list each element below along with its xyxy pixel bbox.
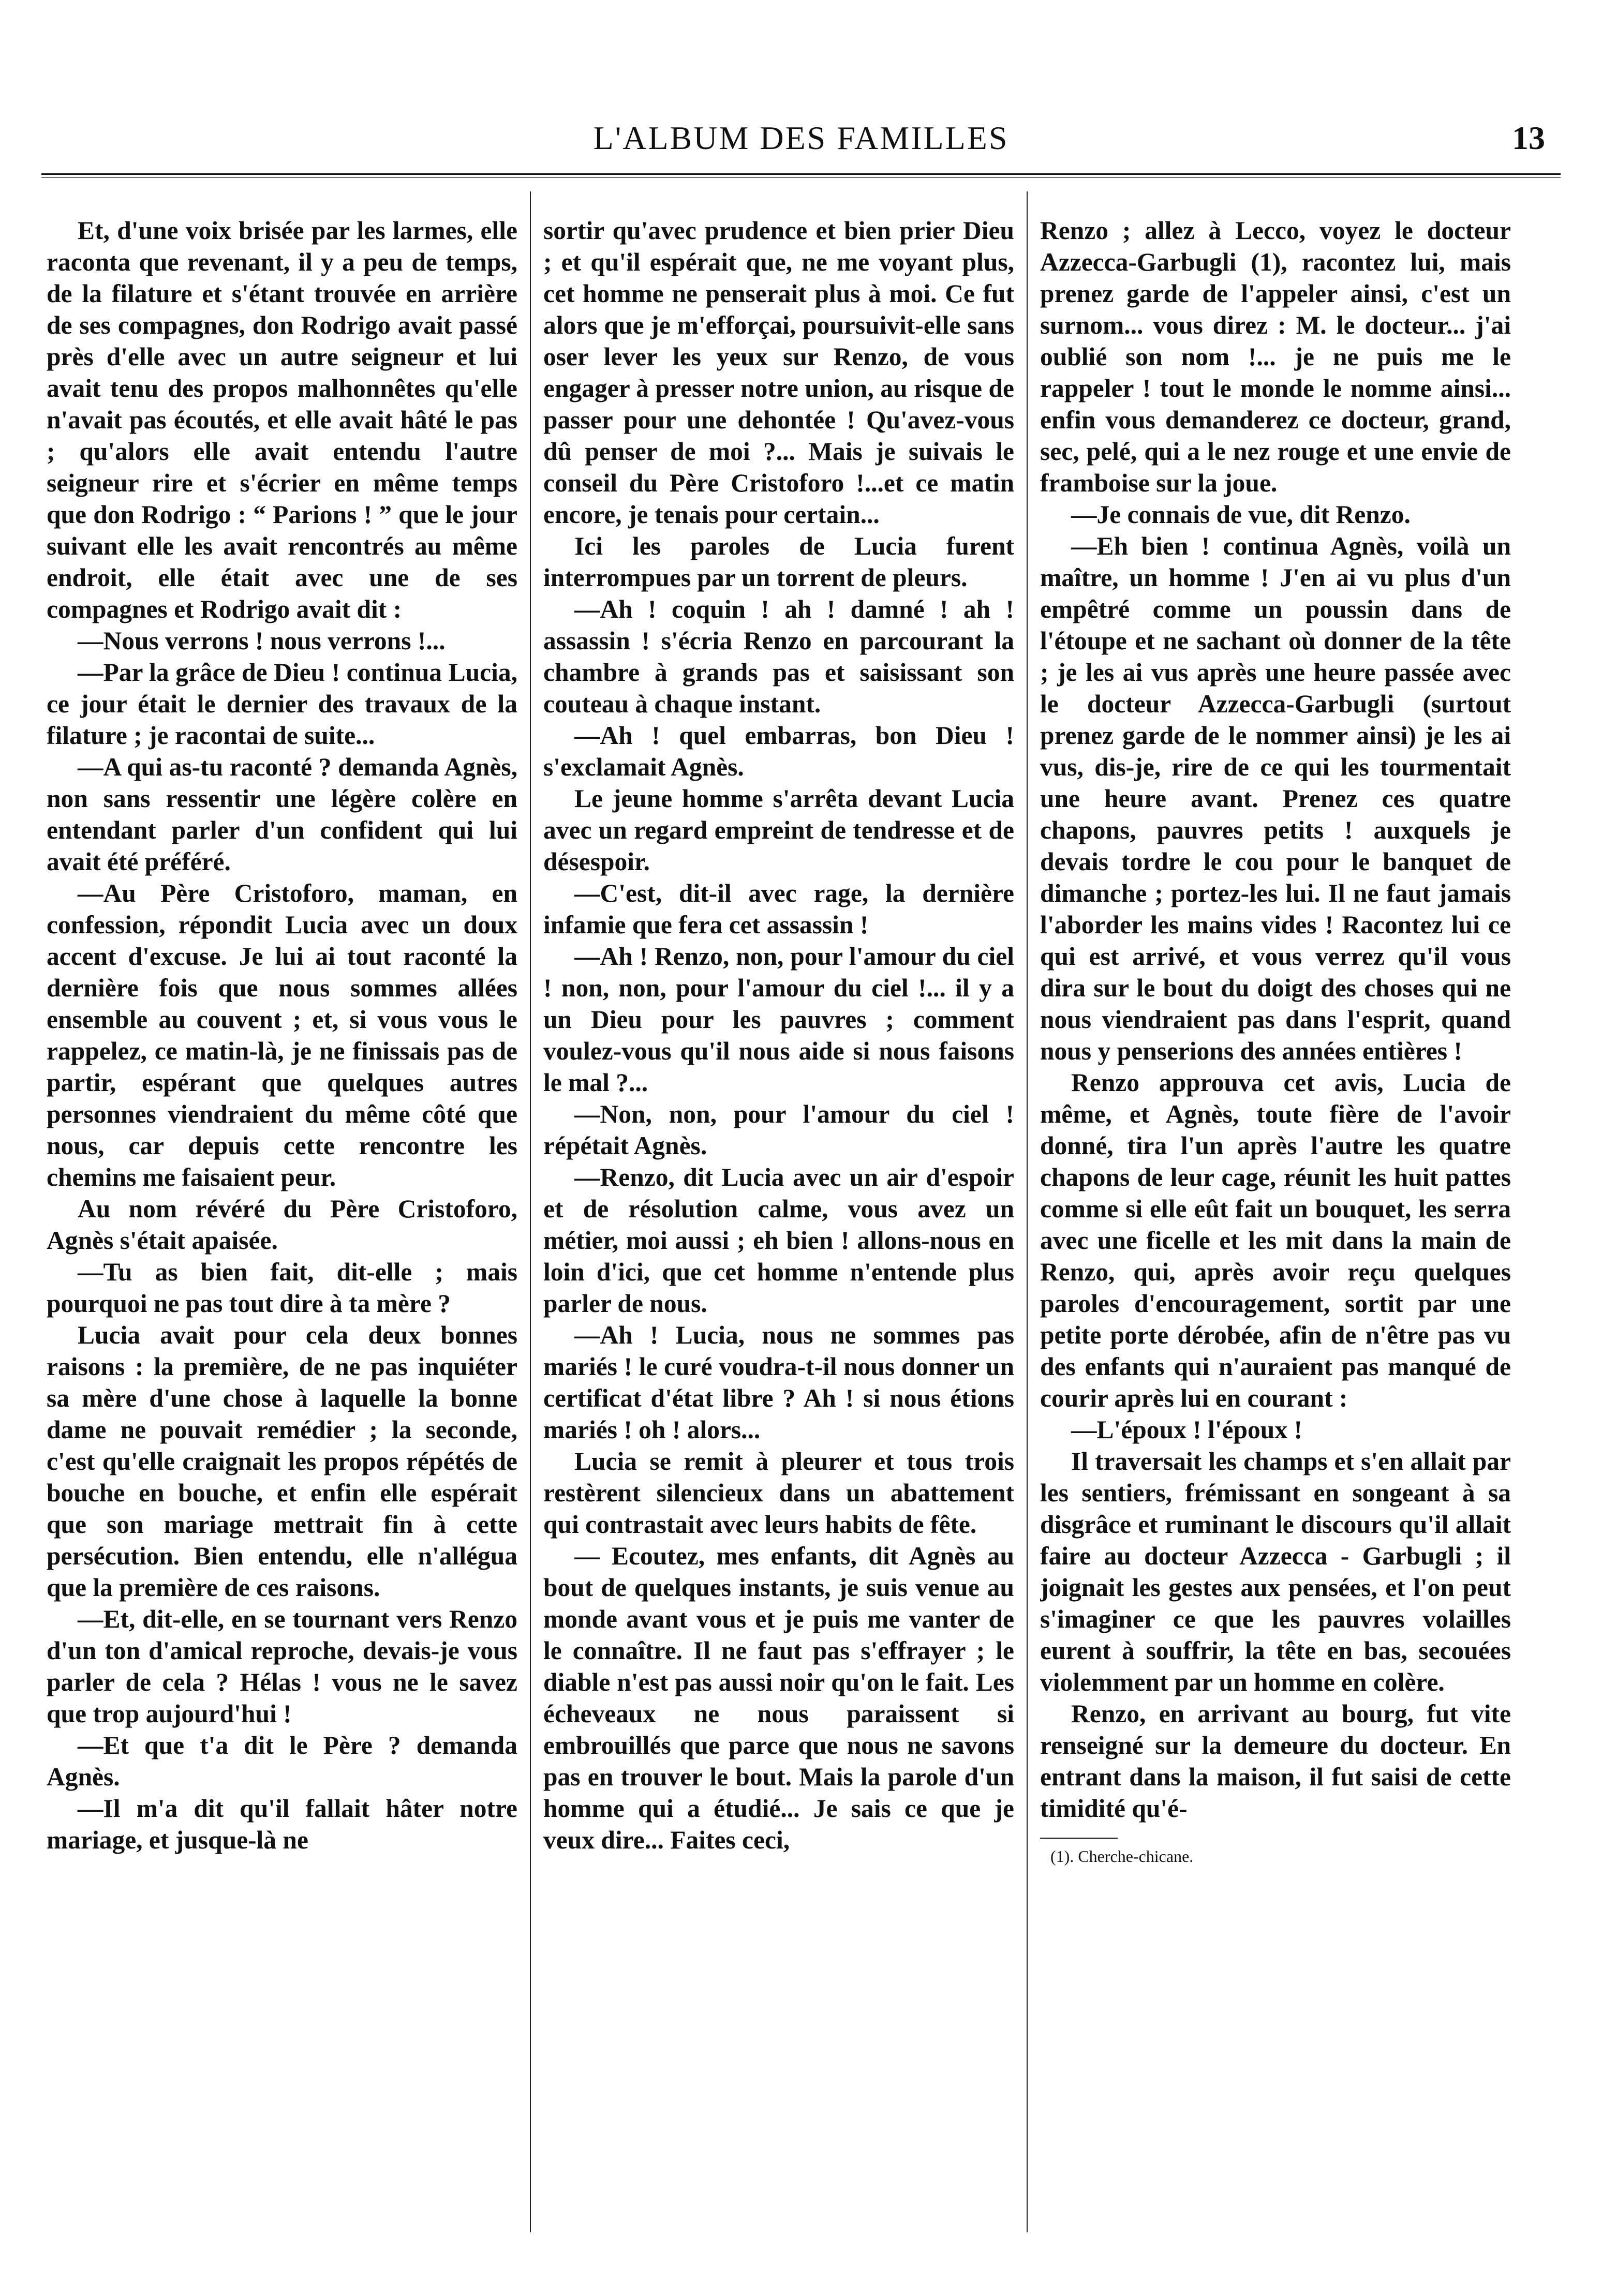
paragraph: Renzo, en arrivant au bourg, fut vite renseigné sur la demeure du docteur. En entrant dans la maison, il fut saisi de cette timidité qu'é-	[1040, 1699, 1511, 1823]
paragraph: —C'est, dit-il avec rage, la dernière infamie que fera cet assassin !	[543, 879, 1014, 939]
paragraph: Renzo approuva cet avis, Lucia de même, et Agnès, toute fière de l'avoir donné, tira l'un après l'autre les quatre chapons de leur cage, réunit les huit pattes comme si elle eût fait un bouquet, les serra avec une ficelle et les mit dans la main de Renzo, qui, après avoir reçu quelques paroles d'encouragement, sortit par une petite porte dérobée, afin de n'être pas vu des enfants qui n'auraient pas manqué de courir après lui en courant :	[1040, 1068, 1511, 1412]
paragraph: —L'époux ! l'époux !	[1071, 1415, 1302, 1444]
paragraph: —Ah ! Renzo, non, pour l'amour du ciel ! non, non, pour l'amour du ciel !... il y a un Dieu pour les pauvres ; comment voulez-vous qu'il nous aide si nous faisons le mal ?...	[543, 942, 1014, 1097]
paragraph: —Nous verrons ! nous verrons !...	[78, 627, 446, 655]
running-title: L'ALBUM DES FAMILLES	[593, 120, 1009, 156]
paragraph: Le jeune homme s'arrêta devant Lucia avec un regard empreint de tendresse et de désespoir.	[543, 784, 1014, 876]
column-divider	[517, 215, 543, 2232]
column-right	[1040, 215, 1511, 2232]
footnote-rule	[1040, 1838, 1118, 1839]
paragraph: Et, d'une voix brisée par les larmes, elle raconta que revenant, il y a peu de temps, de la filature et s'étant trouvée en arrière de ses compagnes, don Rodrigo avait passé près d'elle avec un autre seigneur et lui avait tenu des propos malhonnêtes qu'elle n'avait pas écoutés, et elle avait hâté le pas ; qu'alors elle avait entendu l'autre seigneur rire et s'écrier en même temps que don Rodrigo : “ Parions ! ” que le jour suivant elle les avait rencontrés au même endroit, elle était avec une de ses compagnes et Rodrigo avait dit :	[47, 216, 517, 623]
paragraph: — Ecoutez, mes enfants, dit Agnès au bout de quelques instants, je suis venue au monde avant vous et je puis me vanter de le connaître. Il ne faut pas s'effrayer ; le diable n'est pas aussi noir qu'on le fait. Les écheveaux ne nous paraissent si embrouillés que parce que nous ne savons pas en trouver le bout. Mais la parole d'un homme qui a étudié... Je sais ce que je veux dire... Faites ceci,	[543, 1542, 1014, 1854]
paragraph: Ici les paroles de Lucia furent interrompues par un torrent de pleurs.	[543, 532, 1014, 592]
text-columns	[47, 215, 1511, 2232]
paragraph: Lucia avait pour cela deux bonnes raisons : la première, de ne pas inquiéter sa mère d'une chose à laquelle la bonne dame ne pouvait remédier ; la seconde, c'est qu'elle craignait les propos répétés de bouche en bouche, et enfin elle espérait que son mariage mettrait fin à cette persécution. Bien entendu, elle n'allégua que la première de ces raisons.	[47, 1321, 517, 1602]
paragraph: —Il m'a dit qu'il fallait hâter notre mariage, et jusque-là ne	[47, 1794, 517, 1854]
header-rule	[41, 173, 1561, 175]
paragraph: —Et, dit-elle, en se tournant vers Renzo d'un ton d'amical reproche, devais-je vous parler de cela ? Hélas ! vous ne le savez que trop aujourd'hui !	[47, 1605, 517, 1728]
header-rule-thin	[41, 177, 1561, 178]
column-divider	[1014, 215, 1040, 2232]
paragraph: Au nom révéré du Père Cristoforo, Agnès s'était apaisée.	[47, 1195, 517, 1255]
page-number: 13	[1512, 120, 1545, 156]
paragraph: —Eh bien ! continua Agnès, voilà un maître, un homme ! J'en ai vu plus d'un empêtré comme un poussin dans de l'étoupe et ne sachant où donner de la tête ; je les ai vus après une heure passée avec le docteur Azzecca-Garbugli (surtout prenez garde de le nommer ainsi) je les ai vus, dis-je, rire de ce qui les tourmentait une heure avant. Prenez ces quatre chapons, pauvres petits ! auxquels je devais tordre le cou pour le banquet de dimanche ; portez-les lui. Il ne faut jamais l'aborder les mains vides ! Racontez lui ce qui est arrivé, et vous verrez qu'il vous dira sur le bout du doigt des choses qui ne nous viendraient pas dans l'esprit, quand nous y penserions des années entières !	[1040, 532, 1511, 1065]
paragraph: —Par la grâce de Dieu ! continua Lucia, ce jour était le dernier des travaux de la filature ; je racontai de suite...	[47, 658, 517, 750]
paragraph: —Je connais de vue, dit Renzo.	[1071, 500, 1411, 529]
paragraph: —Non, non, pour l'amour du ciel ! répétait Agnès.	[543, 1100, 1014, 1160]
paragraph: —Au Père Cristoforo, maman, en confession, répondit Lucia avec un doux accent d'excuse. Je lui ai tout raconté la dernière fois que nous sommes allées ensemble au couvent ; et, si vous vous le rappelez, ce matin-là, je ne finissais pas de partir, espérant que quelques autres personnes viendraient du même côté que nous, car depuis cette rencontre les chemins me faisaient peur.	[47, 879, 517, 1191]
paragraph: —Ah ! quel embarras, bon Dieu ! s'exclamait Agnès.	[543, 721, 1014, 781]
paragraph: Lucia se remit à pleurer et tous trois restèrent silencieux dans un abattement qui contrastait avec leurs habits de fête.	[543, 1447, 1014, 1539]
paragraph: —Et que t'a dit le Père ? demanda Agnès.	[47, 1731, 517, 1791]
paragraph: —Tu as bien fait, dit-elle ; mais pourquoi ne pas tout dire à ta mère ?	[47, 1258, 517, 1318]
paragraph: —Ah ! coquin ! ah ! damné ! ah ! assassin ! s'écria Renzo en parcourant la chambre à grands pas et saisissant son couteau à chaque instant.	[543, 595, 1014, 718]
footnote: (1). Cherche-chicane.	[1050, 1847, 1194, 1866]
column-left	[47, 215, 517, 2232]
page-header	[41, 119, 1561, 181]
paragraph: Il traversait les champs et s'en allait par les sentiers, frémissant en songeant à sa disgrâce et ruminant le discours qu'il allait faire au docteur Azzecca - Garbugli ; il joignait les gestes aux pensées, et l'on peut s'imaginer ce que les pauvres volailles eurent à souffrir, la tête en bas, secouées violemment par un homme en colère.	[1040, 1447, 1511, 1696]
paragraph: Renzo ; allez à Lecco, voyez le docteur Azzecca-Garbugli (1), racontez lui, mais prenez garde de l'appeler ainsi, c'est un surnom... vous direz : M. le docteur... j'ai oublié son nom !... je ne puis me le rappeler ! tout le monde le nomme ainsi... enfin vous demanderez ce docteur, grand, sec, pelé, qui a le nez rouge et une envie de framboise sur la joue.	[1040, 216, 1511, 497]
paragraph: —Renzo, dit Lucia avec un air d'espoir et de résolution calme, vous avez un métier, moi aussi ; eh bien ! allons-nous en loin d'ici, que cet homme n'entende plus parler de nous.	[543, 1163, 1014, 1318]
paragraph: sortir qu'avec prudence et bien prier Dieu ; et qu'il espérait que, ne me voyant plus, cet homme ne penserait plus à moi. Ce fut alors que je m'efforçai, poursuivit-elle sans oser lever les yeux sur Renzo, de vous engager à presser notre union, au risque de passer pour une dehontée ! Qu'avez-vous dû penser de moi ?... Mais je suivais le conseil du Père Cristoforo !...et ce matin encore, je tenais pour certain...	[543, 216, 1014, 529]
column-middle	[543, 215, 1014, 2232]
paragraph: —Ah ! Lucia, nous ne sommes pas mariés ! le curé voudra-t-il nous donner un certificat d'état libre ? Ah ! si nous étions mariés ! oh ! alors...	[543, 1321, 1014, 1444]
paragraph: —A qui as-tu raconté ? demanda Agnès, non sans ressentir une légère colère en entendant parler d'un confident qui lui avait été préféré.	[47, 753, 517, 876]
